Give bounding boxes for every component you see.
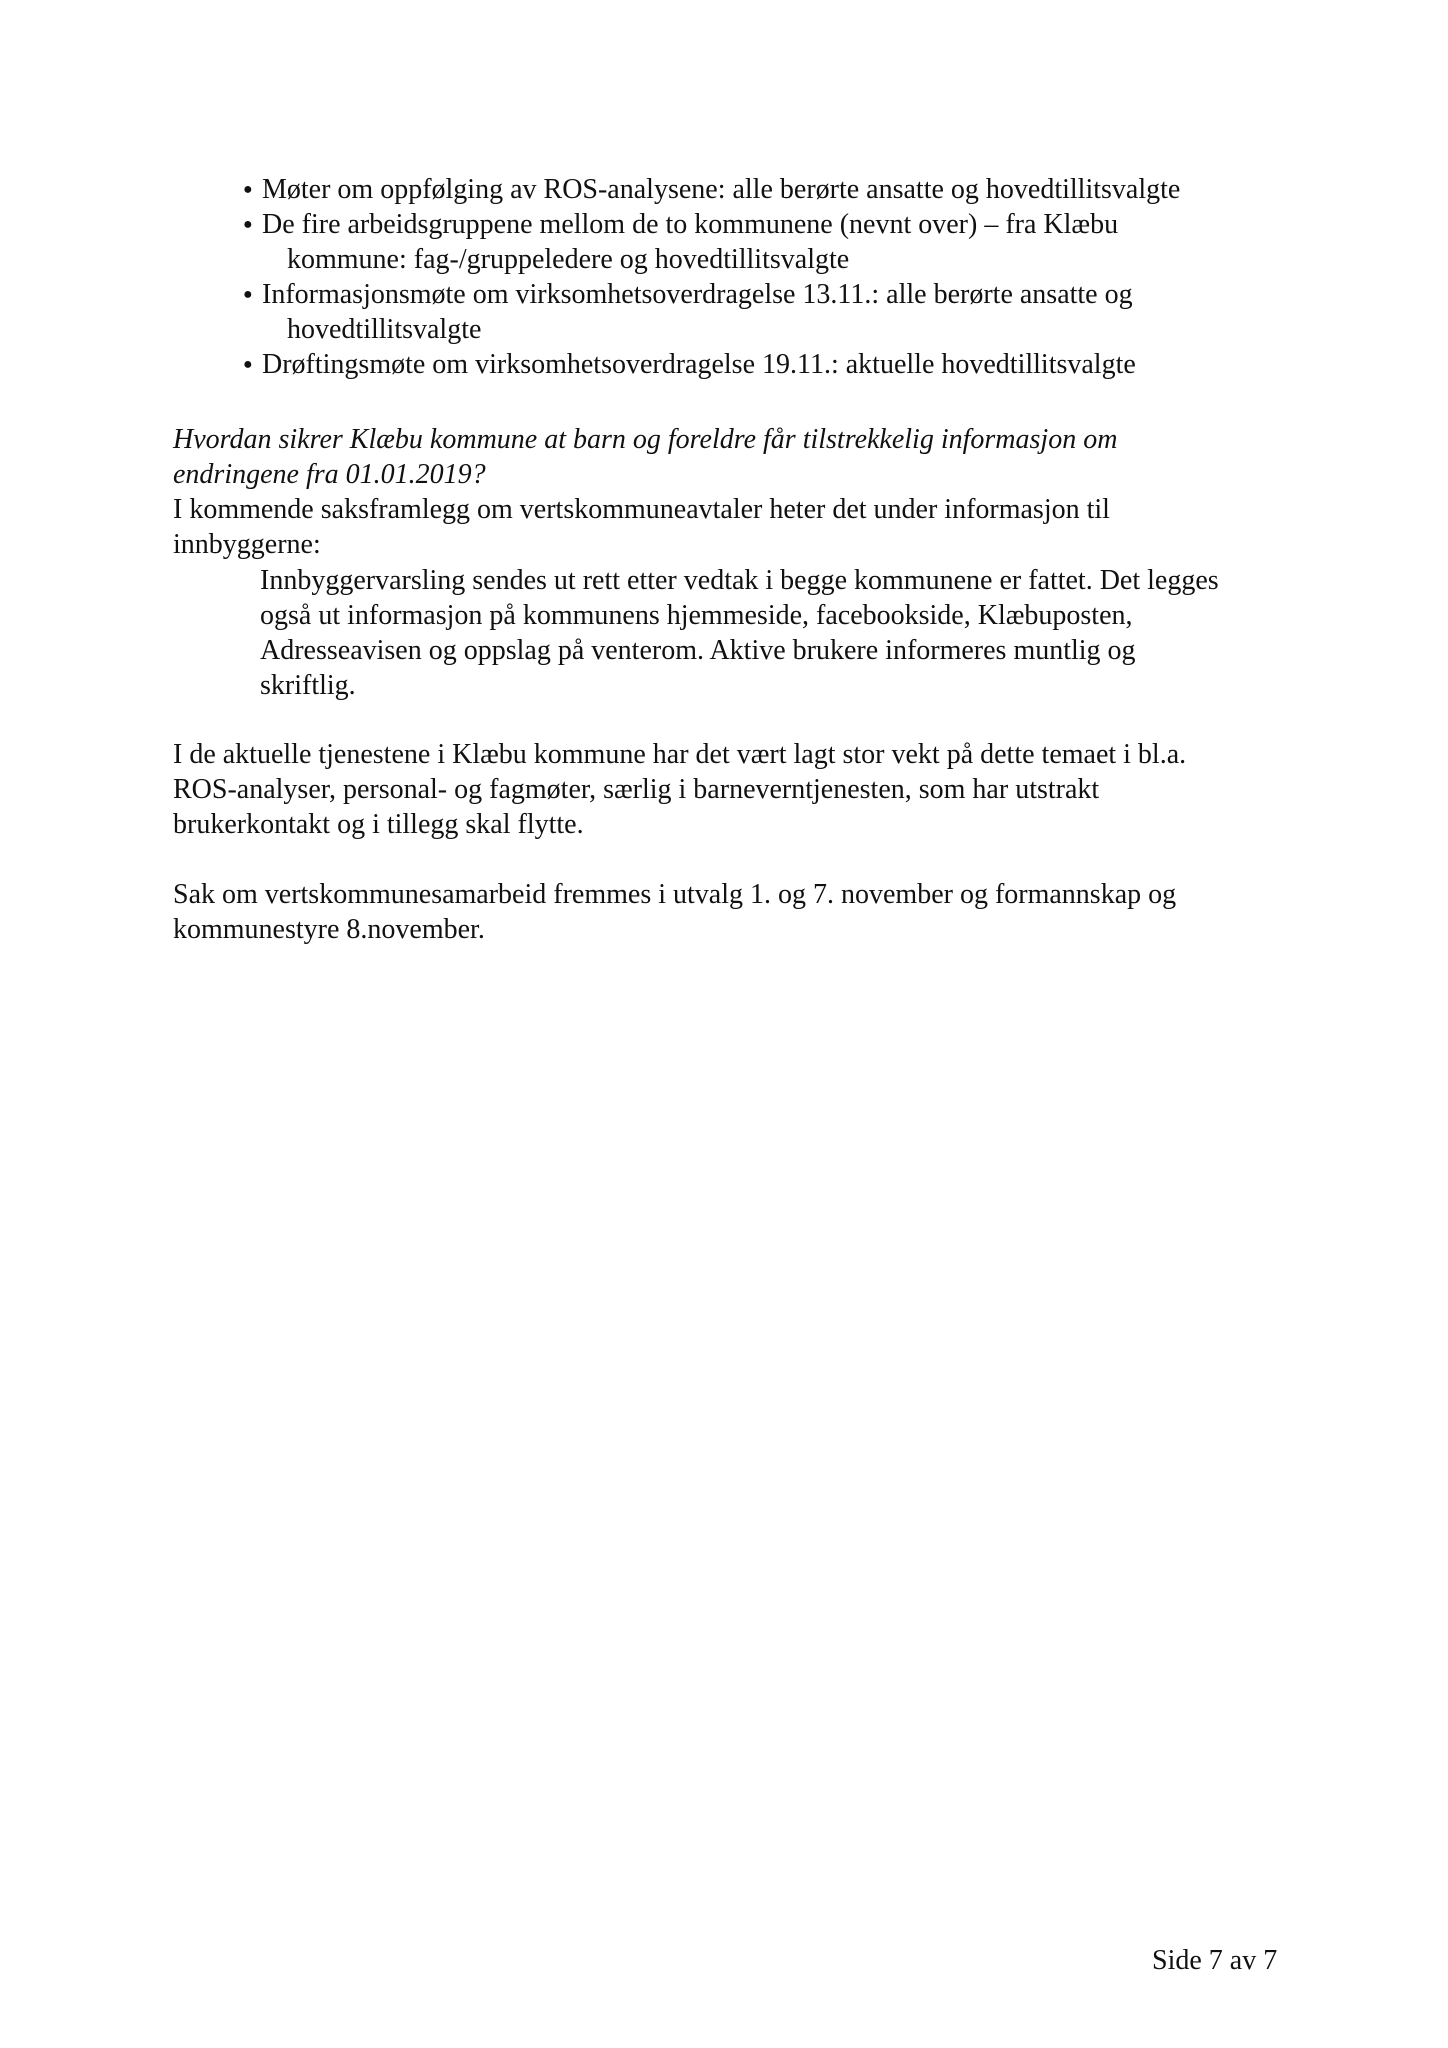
list-item-line: Informasjonsmøte om virksomhetsoverdragelse 13.11.: alle berørte ansatte og: [262, 279, 1133, 310]
list-item-text: [262, 172, 1283, 207]
schedule-paragraph: [173, 877, 1283, 947]
quote-line: Innbyggervarsling sendes ut rett etter vedtak i begge kommunene er fattet. Det legges: [260, 565, 1219, 596]
bullet-icon: ●: [243, 356, 253, 373]
list-item: [243, 172, 1283, 207]
list-item-text: [262, 347, 1283, 382]
list-item: [243, 207, 1283, 277]
list-item-text: [262, 207, 1283, 277]
paragraph-line: brukerkontakt og i tillegg skal flytte.: [173, 809, 584, 840]
bullet-icon: ●: [243, 216, 253, 233]
question-line: endringene fra 01.01.2019?: [173, 459, 486, 490]
participants-bullet-list: [243, 172, 1283, 382]
list-item-line-continued: kommune: fag-/gruppeledere og hovedtillitsvalgte: [287, 244, 850, 275]
intro-line: innbyggerne:: [173, 529, 321, 560]
list-item: [243, 347, 1283, 382]
paragraph-line: ROS-analyser, personal- og fagmøter, særlig i barneverntjenesten, som har utstrakt: [173, 774, 1100, 805]
intro-line: I kommende saksframlegg om vertskommuneavtaler heter det under informasjon til: [173, 494, 1110, 525]
question-heading: [173, 422, 1283, 492]
bullet-icon: ●: [243, 286, 253, 303]
services-paragraph: [173, 737, 1283, 842]
list-item-line: Møter om oppfølging av ROS-analysene: alle berørte ansatte og hovedtillitsvalgte: [262, 174, 1181, 205]
bullet-icon: ●: [243, 181, 253, 198]
list-item-line: Drøftingsmøte om virksomhetsoverdragelse 19.11.: aktuelle hovedtillitsvalgte: [262, 349, 1136, 380]
intro-paragraph: [173, 492, 1283, 562]
block-quote: [260, 563, 1280, 703]
paragraph-line: I de aktuelle tjenestene i Klæbu kommune har det vært lagt stor vekt på dette temaet i bl.a.: [173, 739, 1187, 770]
page-number: Side 7 av 7: [1152, 1945, 1278, 1976]
quote-line: skriftlig.: [260, 670, 356, 701]
paragraph-line: Sak om vertskommunesamarbeid fremmes i utvalg 1. og 7. november og formannskap og: [173, 879, 1177, 910]
question-line: Hvordan sikrer Klæbu kommune at barn og foreldre får tilstrekkelig informasjon om: [173, 424, 1118, 455]
list-item: [243, 277, 1283, 347]
paragraph-line: kommunestyre 8.november.: [173, 914, 485, 945]
quote-line: også ut informasjon på kommunens hjemmeside, facebookside, Klæbuposten,: [260, 600, 1133, 631]
list-item-line-continued: hovedtillitsvalgte: [287, 314, 482, 345]
list-item-line: De fire arbeidsgruppene mellom de to kommunene (nevnt over) – fra Klæbu: [262, 209, 1119, 240]
quote-line: Adresseavisen og oppslag på venterom. Aktive brukere informeres muntlig og: [260, 635, 1136, 666]
list-item-text: [262, 277, 1283, 347]
